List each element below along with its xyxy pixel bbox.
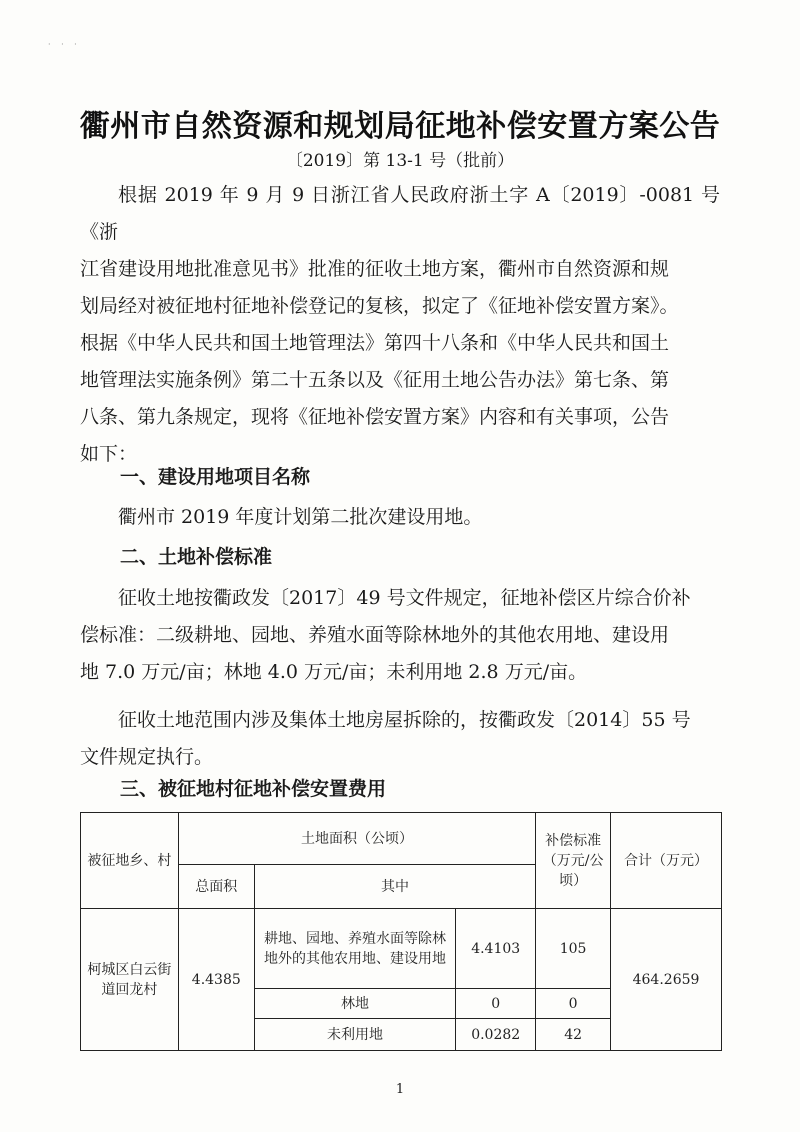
header-land-area: 土地面积（公顷） [178, 813, 535, 865]
cell-land-type: 未利用地 [254, 1019, 456, 1051]
header-total-area: 总面积 [178, 865, 254, 909]
header-village: 被征地乡、村 [81, 813, 179, 909]
intro-line: 地管理法实施条例》第二十五条以及《征用土地公告办法》第七条、第 [80, 369, 670, 391]
header-standard: 补偿标准（万元/公顷） [536, 813, 611, 909]
cell-land-type: 林地 [254, 989, 456, 1019]
section-2-line: 征收土地范围内涉及集体土地房屋拆除的，按衢政发〔2014〕55 号 [118, 709, 691, 731]
cell-area: 4.4103 [456, 909, 536, 989]
section-1-line: 衢州市 2019 年度计划第二批次建设用地。 [118, 506, 483, 528]
page-number: 1 [395, 1082, 405, 1097]
cell-area: 0 [456, 989, 536, 1019]
cell-sum: 464.2659 [611, 909, 722, 1051]
section-2-line: 文件规定执行。 [80, 746, 214, 768]
compensation-table [80, 812, 722, 1051]
cell-area: 0.0282 [456, 1019, 536, 1051]
section-2-line: 地 7.0 万元/亩；林地 4.0 万元/亩；未利用地 2.8 万元/亩。 [80, 661, 588, 683]
section-2-line: 偿标准：二级耕地、园地、养殖水面等除林地外的其他农用地、建设用 [80, 624, 670, 646]
section-2-line: 征收土地按衢政发〔2017〕49 号文件规定，征地补偿区片综合价补 [118, 587, 691, 609]
page-title: 衢州市自然资源和规划局征地补偿安置方案公告 [79, 109, 721, 144]
section-2-paragraph-2 [80, 702, 720, 776]
cell-standard: 0 [536, 989, 611, 1019]
intro-line: 八条、第九条规定，现将《征地补偿安置方案》内容和有关事项，公告 [80, 406, 670, 428]
intro-line: 划局经对被征地村征地补偿登记的复核，拟定了《征地补偿安置方案》。 [80, 295, 679, 317]
section-2-paragraph-1 [80, 580, 720, 691]
document-number: 〔2019〕第 13-1 号（批前） [285, 151, 515, 171]
cell-total-area: 4.4385 [178, 909, 254, 1051]
section-2-heading: 二、土地补偿标准 [120, 546, 273, 568]
cell-land-type: 耕地、园地、养殖水面等除林地外的其他农用地、建设用地 [254, 909, 456, 989]
section-1-heading: 一、建设用地项目名称 [120, 466, 311, 488]
scan-mark: · · · [48, 40, 81, 49]
cell-standard: 42 [536, 1019, 611, 1051]
section-3-heading: 三、被征地村征地补偿安置费用 [120, 778, 387, 800]
intro-paragraph [80, 177, 720, 473]
cell-village: 柯城区白云街道回龙村 [81, 909, 179, 1051]
header-of-which: 其中 [254, 865, 535, 909]
header-sum: 合计（万元） [611, 813, 722, 909]
cell-standard: 105 [536, 909, 611, 989]
intro-line: 根据 2019 年 9 月 9 日浙江省人民政府浙土字 A〔2019〕-0081 号《浙 [80, 184, 720, 243]
intro-line: 如下： [80, 443, 138, 465]
section-1-text [80, 499, 720, 536]
intro-line: 根据《中华人民共和国土地管理法》第四十八条和《中华人民共和国土 [80, 332, 670, 354]
intro-line: 江省建设用地批准意见书》批准的征收土地方案，衢州市自然资源和规 [80, 258, 670, 280]
